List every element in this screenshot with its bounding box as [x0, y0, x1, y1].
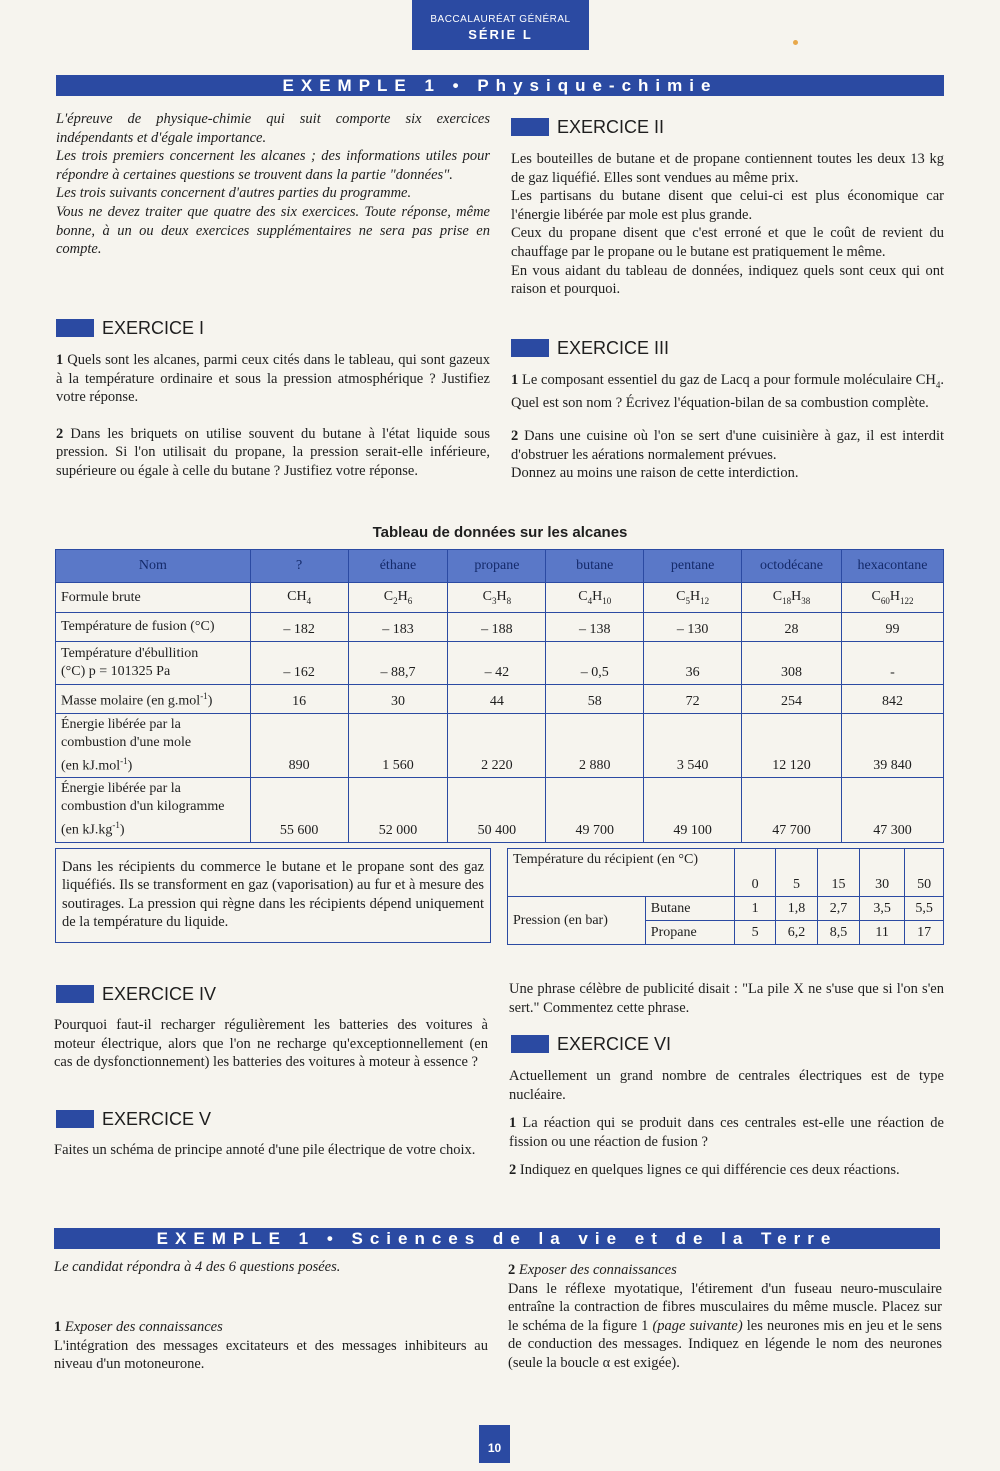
exercise-5-heading: [56, 1108, 476, 1130]
header-cell: Nom: [56, 550, 251, 583]
exercise-4-title: EXERCICE IV: [102, 984, 217, 1004]
page-number: 10: [479, 1425, 510, 1463]
question-number: 1: [509, 1115, 517, 1132]
header-line2: SÉRIE L: [468, 27, 533, 42]
row-label: Température du récipient (en °C): [508, 849, 735, 897]
recipient-info-box: [55, 848, 491, 943]
table-cell: – 130: [644, 613, 742, 642]
row-label: Formule brute: [56, 583, 251, 613]
question-text: Dans une cuisine où l'on se sert d'une cuisinière à gaz, il est interdit d'obstruer les aérations normalement prévues.: [511, 428, 945, 463]
table-cell: 72: [644, 685, 742, 714]
table-cell: 5,5: [905, 897, 944, 921]
exercise-6-intro: Actuellement un grand nombre de centrales électriques est de type nucléaire.: [509, 1068, 944, 1103]
formula-cell: $C_3H_8$: [448, 583, 546, 613]
table-cell: 5: [776, 849, 818, 897]
table-cell: 1 560: [348, 713, 448, 778]
section-band-svt: EXEMPLE 1 • Sciences de la vie et de la Terre: [54, 1228, 940, 1249]
header-line1: BACCALAURÉAT GÉNÉRAL: [430, 14, 571, 25]
exercise-2-title: EXERCICE II: [557, 117, 665, 137]
pile-phrase: [509, 980, 944, 1017]
table-cell: 890: [250, 713, 348, 778]
paragraph: Les bouteilles de butane et de propane contiennent toutes les deux 13 kg de gaz liquéfié. Elles sont vendues au même prix.: [511, 151, 944, 186]
alkane-data-table: [55, 549, 944, 843]
table-row: [508, 849, 944, 897]
section-marker: [511, 1035, 549, 1053]
header-tab: [412, 0, 589, 50]
recipient-text: Dans les récipients du commerce le butane et le propane sont des gaz liquéfiés. Ils se transforment en gaz (vaporisation) au fur et à mesure des soutirages. La pression qui règne dans les récipients dépend uniquement de la température du liquide.: [62, 859, 484, 931]
question-number: 2: [508, 1262, 516, 1278]
table-cell: -: [842, 642, 944, 685]
svt-intro: Le candidat répondra à 4 des 6 questions posées.: [54, 1259, 341, 1275]
question-text: Quels sont les alcanes, parmi ceux cités dans le tableau, qui sont gazeux à la température ordinaire et sous la pression atmosphérique ? Justifiez votre réponse.: [56, 352, 491, 406]
table-cell: 5: [735, 921, 776, 945]
table-cell: 28: [742, 613, 842, 642]
svt-question-2: [508, 1261, 942, 1373]
table-cell: 12 120: [742, 713, 842, 778]
table-cell: – 188: [448, 613, 546, 642]
table-cell: 15: [818, 849, 860, 897]
section-marker: [56, 319, 94, 337]
table-cell: – 0,5: [546, 642, 644, 685]
table-cell: 50 400: [448, 778, 546, 843]
table-cell: 99: [842, 613, 944, 642]
table-cell: 17: [905, 921, 944, 945]
table-cell: 36: [644, 642, 742, 685]
exercise-6-body: [509, 1067, 944, 1180]
table-cell: 55 600: [250, 778, 348, 843]
table-cell: 1,8: [776, 897, 818, 921]
section-marker: [511, 339, 549, 357]
header-cell: butane: [546, 550, 644, 583]
table-cell: 842: [842, 685, 944, 714]
formula-cell: $CH_4$: [250, 583, 348, 613]
paragraph: Ceux du propane disent que c'est erroné et que le coût de revient du chauffage par le propane ou le butane est pratiquement le même.: [511, 225, 944, 260]
table-row: [56, 778, 944, 843]
table-cell: 3 540: [644, 713, 742, 778]
paragraph: Les partisans du butane disent que celui-ci est plus économique car l'énergie libérée par mole est plus grande.: [511, 188, 944, 223]
paragraph: En vous aidant du tableau de données, indiquez quels sont ceux qui ont raison et pourquoi.: [511, 262, 944, 298]
question-title: Exposer des connaissances: [518, 1262, 677, 1278]
question-number: 1: [54, 1319, 62, 1335]
table-cell: 50: [905, 849, 944, 897]
intro-text: [56, 110, 490, 259]
table-cell: 3,5: [860, 897, 905, 921]
formula-cell: $C_5H_{12}$: [644, 583, 742, 613]
table-cell: – 162: [250, 642, 348, 685]
table-cell: 254: [742, 685, 842, 714]
table-cell: 49 700: [546, 778, 644, 843]
table-row: [56, 713, 944, 778]
question-2: [509, 1161, 944, 1180]
header-cell: propane: [448, 550, 546, 583]
subscript: 4: [935, 379, 941, 390]
question-text: Dans le réflexe myotatique, l'étirement d'un fuseau neuro-musculaire entraîne la contraction de fibres musculaires du même muscle. Placez sur le schéma de la figure 1 (page suivante) les neurones mis en jeu et le sens de conduction des messages. Indiquez en légende le nom des neurones (seule la boucle α est exigée).: [508, 1280, 943, 1371]
question-text: Faites un schéma de principe annoté d'une pile électrique de votre choix.: [54, 1142, 476, 1158]
table-cell: 47 300: [842, 778, 944, 843]
table-cell: 49 100: [644, 778, 742, 843]
pressure-table: [507, 848, 944, 945]
exercise-2-body: [511, 150, 944, 299]
header-cell: ?: [250, 550, 348, 583]
formula-cell: $C_2H_6$: [348, 583, 448, 613]
question-text: L'intégration des messages excitateurs et des messages inhibiteurs au niveau d'un motoneurone.: [54, 1337, 488, 1373]
question-text: Dans les briquets on utilise souvent du butane à l'état liquide sous pression. Si l'on utilisait du propane, la pression serait-elle inférieure, supérieure ou égale à celle du butane ? Justifiez votre réponse.: [56, 425, 490, 479]
table-cell: 0: [735, 849, 776, 897]
table-cell: – 42: [448, 642, 546, 685]
exercise-3-title: EXERCICE III: [557, 338, 670, 358]
row-label: Énergie libérée par la combustion d'une mole (en kJ.mol$^{-1}$): [56, 713, 251, 778]
question-text: Pourquoi faut-il recharger régulièrement les batteries des voitures à moteur électrique, alors que l'on ne recharge qu'exceptionnellement (en cas de dysfonctionnement) les batteries des voitures à moteur à essence ?: [54, 1017, 488, 1071]
question-1: [509, 1114, 944, 1151]
question-number: 2: [56, 425, 64, 442]
row-label: Butane: [645, 897, 734, 921]
formula-cell: $C_{60}H_{122}$: [842, 583, 944, 613]
exercise-3-body: [511, 371, 944, 483]
svt-question-1: [54, 1318, 488, 1374]
question-2: [511, 427, 944, 464]
question-number: 1: [56, 352, 64, 368]
exercise-1-heading: [56, 317, 476, 339]
formula-cell: $C_4H_{10}$: [546, 583, 644, 613]
exercise-1-title: EXERCICE I: [102, 318, 205, 338]
table-cell: 47 700: [742, 778, 842, 843]
section-marker: [511, 118, 549, 136]
table-cell: 30: [860, 849, 905, 897]
table-cell: – 88,7: [348, 642, 448, 685]
table-cell: 2,7: [818, 897, 860, 921]
table-title: Tableau de données sur les alcanes: [372, 524, 628, 541]
table-cell: 44: [448, 685, 546, 714]
header-cell: octodécane: [742, 550, 842, 583]
table-cell: 1: [735, 897, 776, 921]
exercise-4-body: [54, 1016, 488, 1072]
table-cell: – 183: [348, 613, 448, 642]
table-cell: 2 880: [546, 713, 644, 778]
table-cell: 16: [250, 685, 348, 714]
question-1: [56, 351, 490, 407]
formula-cell: $C_{18}H_{38}$: [742, 583, 842, 613]
table-header-row: [56, 550, 944, 583]
table-cell: – 138: [546, 613, 644, 642]
question-number: 2: [509, 1162, 517, 1179]
section-band-physique: EXEMPLE 1 • Physique-chimie: [56, 75, 944, 96]
table-cell: 2 220: [448, 713, 546, 778]
row-label: Énergie libérée par la combustion d'un kilogramme (en $kJ.kg^{-1}$): [56, 778, 251, 843]
table-cell: 11: [860, 921, 905, 945]
question-2-followup: Donnez au moins une raison de cette interdiction.: [511, 465, 799, 482]
exercise-4-heading: [56, 983, 476, 1005]
question-text: Une phrase célèbre de publicité disait : "La pile X ne s'use que si l'on s'en sert." Commentez cette phrase.: [509, 981, 944, 1016]
exercise-2-heading: [511, 116, 931, 138]
exercise-6-title: EXERCICE VI: [557, 1034, 672, 1054]
section-marker: [56, 985, 94, 1003]
exercise-5-title: EXERCICE V: [102, 1109, 212, 1129]
exercise-1-body: [56, 351, 490, 481]
header-cell: pentane: [644, 550, 742, 583]
question-number: 2: [511, 428, 519, 445]
table-row: [56, 685, 944, 714]
intro-line: Les trois suivants concernent d'autres parties du programme.: [56, 185, 412, 202]
table-row: [508, 897, 944, 921]
question-2: [56, 425, 490, 481]
row-label: Température d'ébullition (°C) p = 101325 Pa: [56, 642, 251, 685]
table-cell: 6,2: [776, 921, 818, 945]
table-row: [56, 583, 944, 613]
question-number: 1: [511, 372, 519, 388]
intro-line: Vous ne devez traiter que quatre des six exercices. Toute réponse, même bonne, à un ou deux exercices supplémentaires ne sera pas prise en compte.: [56, 203, 490, 258]
table-cell: 30: [348, 685, 448, 714]
question-text: La réaction qui se produit dans ces centrales est-elle une réaction de fission ou une réaction de fusion ?: [509, 1115, 944, 1150]
page-reference: (page suivante): [652, 1317, 743, 1334]
table-cell: 8,5: [818, 921, 860, 945]
table-cell: 58: [546, 685, 644, 714]
table-row: [56, 642, 944, 685]
table-cell: 308: [742, 642, 842, 685]
table-row: [56, 613, 944, 642]
question-text: . Quel est son nom ? Écrivez l'équation-bilan de sa combustion complète.: [511, 372, 944, 412]
header-cell: éthane: [348, 550, 448, 583]
row-label: Masse molaire (en g.mol$^{-1}$): [56, 685, 251, 714]
question-1: [511, 371, 944, 413]
row-label: Propane: [645, 921, 734, 945]
intro-line: Les trois premiers concernent les alcanes ; des informations utiles pour répondre à certaines questions se trouvent dans la partie "données".: [56, 148, 490, 183]
intro-line: L'épreuve de physique-chimie qui suit comporte six exercices indépendants et d'égale importance.: [56, 111, 490, 146]
decorative-dot: [793, 40, 798, 45]
question-text: Indiquez en quelques lignes ce qui différencie ces deux réactions.: [519, 1162, 900, 1179]
section-marker: [56, 1110, 94, 1128]
exercise-3-heading: [511, 337, 931, 359]
exercise-6-heading: [511, 1033, 931, 1055]
exercise-5-body: [54, 1141, 488, 1160]
table-cell: 52 000: [348, 778, 448, 843]
row-label: Pression (en bar): [508, 897, 646, 945]
table-cell: 39 840: [842, 713, 944, 778]
row-label: Température de fusion (°C): [56, 613, 251, 642]
table-cell: – 182: [250, 613, 348, 642]
header-cell: hexacontane: [842, 550, 944, 583]
question-text: Le composant essentiel du gaz de Lacq a pour formule moléculaire CH: [521, 372, 936, 388]
question-title: Exposer des connaissances: [64, 1319, 223, 1335]
